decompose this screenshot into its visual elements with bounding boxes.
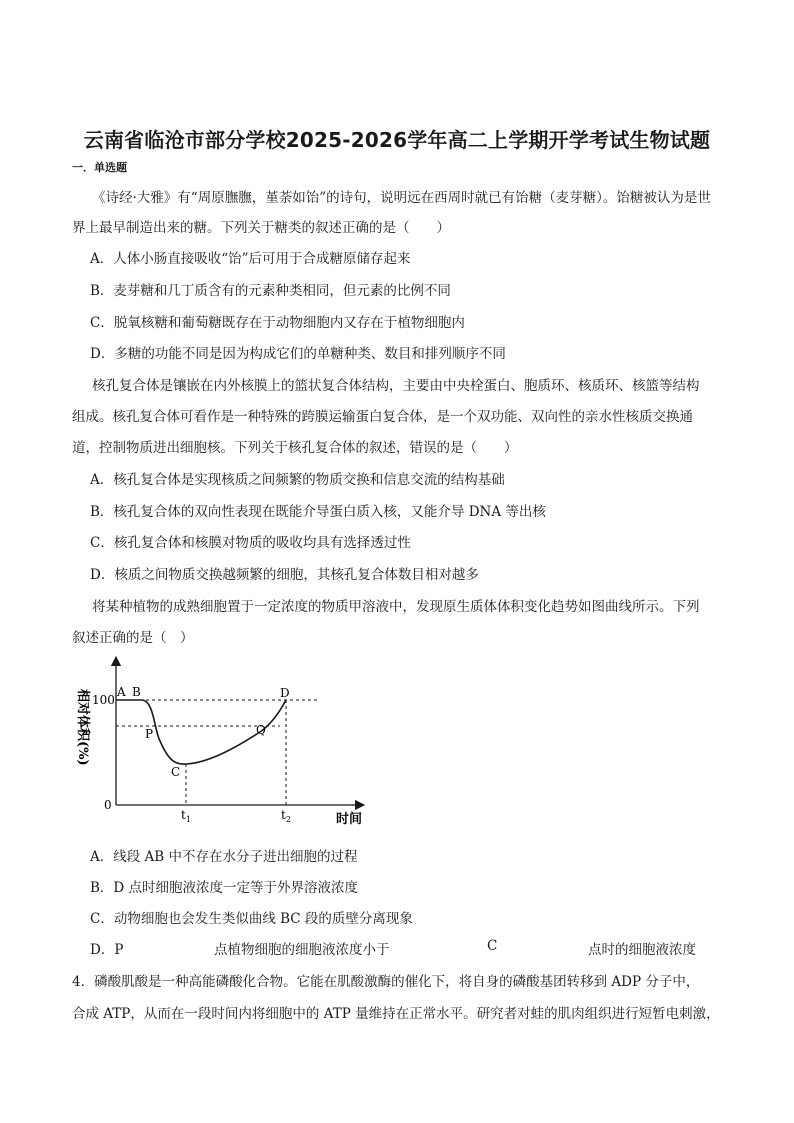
point-b: B (132, 685, 141, 699)
y-tick-0: 0 (104, 798, 112, 812)
q3-stem-line-2: 叙述正确的是（ ） (72, 630, 194, 646)
q3-option-d-part-4: 点时的细胞液浓度 (588, 942, 696, 958)
point-p: P (145, 727, 154, 741)
q1-option-b: B．麦芽糖和几丁质含有的元素种类相同，但元素的比例不同 (90, 283, 451, 299)
q1-option-c: C．脱氧核糖和葡萄糖既存在于动物细胞内又存在于植物细胞内 (90, 315, 465, 331)
point-q: Q (256, 723, 266, 737)
q4-stem-line-1: 4．磷酸肌酸是一种高能磷酸化合物。它能在肌酸激酶的催化下，将自身的磷酸基团转移到 ADP 分子中， (72, 974, 700, 990)
q2-stem-line-1: 核孔复合体是镶嵌在内外核膜上的篮状复合体结构，主要由中央栓蛋白、胞质环、核质环、核篮等结构 (92, 378, 700, 394)
q3-option-d-part-3: C (487, 938, 498, 954)
q2-option-d: D．核质之间物质交换越频繁的细胞，其核孔复合体数目相对越多 (90, 567, 479, 583)
q1-stem-line-2: 界上最早制造出来的糖。下列关于糖类的叙述正确的是（ ） (72, 220, 450, 236)
q3-option-d-part-2: 点植物细胞的细胞液浓度小于 (214, 942, 390, 958)
q3-option-b: B．D 点时细胞液浓度一定等于外界溶液浓度 (90, 880, 359, 896)
x-tick-t1: $t_1$ (181, 808, 191, 824)
q3-option-c: C．动物细胞也会发生类似曲线 BC 段的质壁分离现象 (90, 911, 413, 927)
y-axis-label: 相对体积(%) (75, 689, 90, 766)
point-d: D (280, 686, 290, 700)
q2-stem-line-2: 组成。核孔复合体可看作是一种特殊的跨膜运输蛋白复合体，是一个双功能、双向性的亲水性核质交换通 (72, 409, 693, 425)
q1-stem-line-1: 《诗经·大雅》有“周原膴膴，堇荼如饴”的诗句，说明远在西周时就已有饴糖（麦芽糖）。饴糖被认为是世 (92, 190, 711, 206)
q3-option-a: A．线段 AB 中不存在水分子进出细胞的过程 (90, 849, 358, 865)
y-tick-100: 100 (92, 693, 115, 707)
section-heading: 一．单选题 (72, 161, 127, 174)
point-a: A (117, 685, 126, 699)
q3-stem-line-1: 将某种植物的成熟细胞置于一定浓度的物质甲溶液中，发现原生质体体积变化趋势如图曲线所示。下列 (92, 599, 700, 615)
q1-option-a: A．人体小肠直接吸收“饴”后可用于合成糖原储存起来 (90, 251, 411, 267)
point-c: C (171, 765, 181, 779)
q3-option-d-part-1: D．P (90, 942, 124, 958)
q4-stem-line-2: 合成 ATP，从而在一段时间内将细胞中的 ATP 量维持在正常水平。研究者对蛙的肌肉组织进行短暂电刺激， (72, 1006, 720, 1022)
q2-option-a: A．核孔复合体是实现核质之间频繁的物质交换和信息交流的结构基础 (90, 472, 505, 488)
q2-stem-line-3: 道，控制物质进出细胞核。下列关于核孔复合体的叙述，错误的是（ ） (72, 440, 518, 456)
x-tick-t2: $t_2$ (281, 808, 291, 824)
volume-curve-graph (70, 655, 370, 835)
page-title: 云南省临沧市部分学校2025-2026学年高二上学期开学考试生物试题 (83, 128, 711, 152)
q2-option-c: C．核孔复合体和核膜对物质的吸收均具有选择透过性 (90, 535, 411, 551)
q1-option-d: D．多糖的功能不同是因为构成它们的单糖种类、数目和排列顺序不同 (90, 346, 506, 362)
q2-option-b: B．核孔复合体的双向性表现在既能介导蛋白质入核，又能介导 DNA 等出核 (90, 504, 546, 520)
x-axis-label: 时间 (336, 812, 363, 827)
q3-option-d (0, 938, 794, 958)
